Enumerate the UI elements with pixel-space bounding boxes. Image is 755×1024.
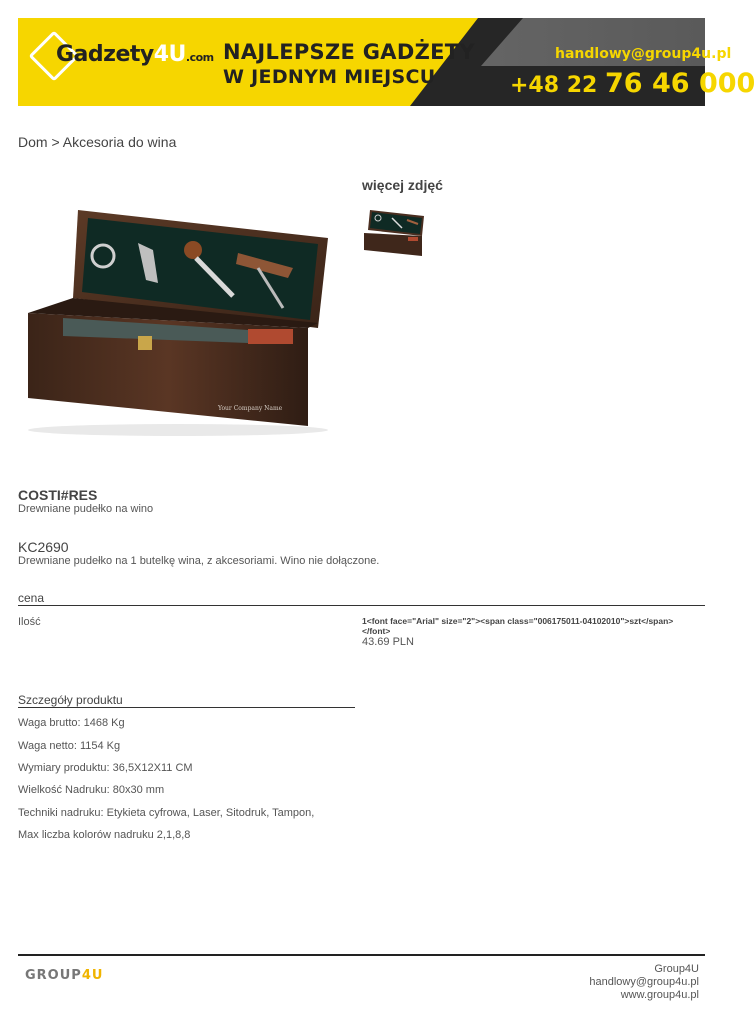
product-main-image[interactable] (18, 198, 338, 438)
detail-row-print-size: Wielkość Nadruku: 80x30 mm (18, 784, 165, 796)
product-subtitle: Drewniane pudełko na wino (18, 503, 154, 515)
footer-company-name: Group4U (654, 963, 699, 975)
footer-email-link[interactable]: handlowy@group4u.pl (589, 976, 699, 988)
brand-logo[interactable] (26, 26, 214, 82)
quantity-value: 1<font face="Arial" size="2"><span class="006175011-04102010">szt</span></font> (362, 616, 674, 636)
banner-slogan-line1: NAJLEPSZE GADŻETY (223, 40, 475, 64)
product-thumbnail-image[interactable] (362, 208, 426, 258)
quantity-label: Ilość (18, 616, 41, 628)
more-photos-heading: więcej zdjęć (362, 177, 443, 193)
banner-email-link[interactable]: handlowy@group4u.pl (555, 46, 732, 62)
detail-row-net-weight: Waga netto: 1154 Kg (18, 740, 121, 752)
details-divider (18, 707, 355, 708)
banner-phone-number: 76 46 000 (605, 68, 755, 99)
svg-text:Your Company Name: Your Company Name (218, 405, 283, 412)
product-name: COSTI#RES (18, 487, 98, 503)
price-divider (18, 605, 705, 606)
banner-phone[interactable] (510, 68, 755, 99)
price-section-label: cena (18, 591, 45, 605)
detail-row-dimensions: Wymiary produktu: 36,5X12X11 CM (18, 762, 193, 774)
footer-logo-accent: 4U (81, 968, 104, 983)
detail-row-max-colors: Max liczba kolorów nadruku 2,1,8,8 (18, 829, 191, 841)
product-description: Drewniane pudełko na 1 butelkę wina, z akcesoriami. Wino nie dołączone. (18, 555, 380, 567)
detail-row-print-techniques: Techniki nadruku: Etykieta cyfrowa, Laser, Sitodruk, Tampon, (18, 807, 315, 819)
footer-logo-main: GROUP (25, 968, 82, 983)
footer-logo[interactable] (25, 968, 103, 983)
breadcrumb[interactable]: Dom > Akcesoria do wina (18, 134, 177, 150)
footer-divider (18, 954, 705, 956)
logo-text-domain: .com (185, 51, 214, 64)
logo-text-main: Gadzety (56, 42, 154, 67)
details-heading: Szczegóły produktu (18, 693, 123, 707)
footer-website-link[interactable]: www.group4u.pl (620, 989, 699, 1001)
price-value: 43.69 PLN (362, 636, 414, 648)
banner-phone-prefix: +48 22 (510, 73, 598, 98)
detail-row-gross-weight: Waga brutto: 1468 Kg (18, 717, 125, 729)
banner-slogan-line2: W JEDNYM MIEJSCU (223, 66, 436, 88)
logo-text-accent: 4U (153, 42, 186, 67)
header-banner (18, 18, 755, 106)
product-code: KC2690 (18, 539, 69, 555)
